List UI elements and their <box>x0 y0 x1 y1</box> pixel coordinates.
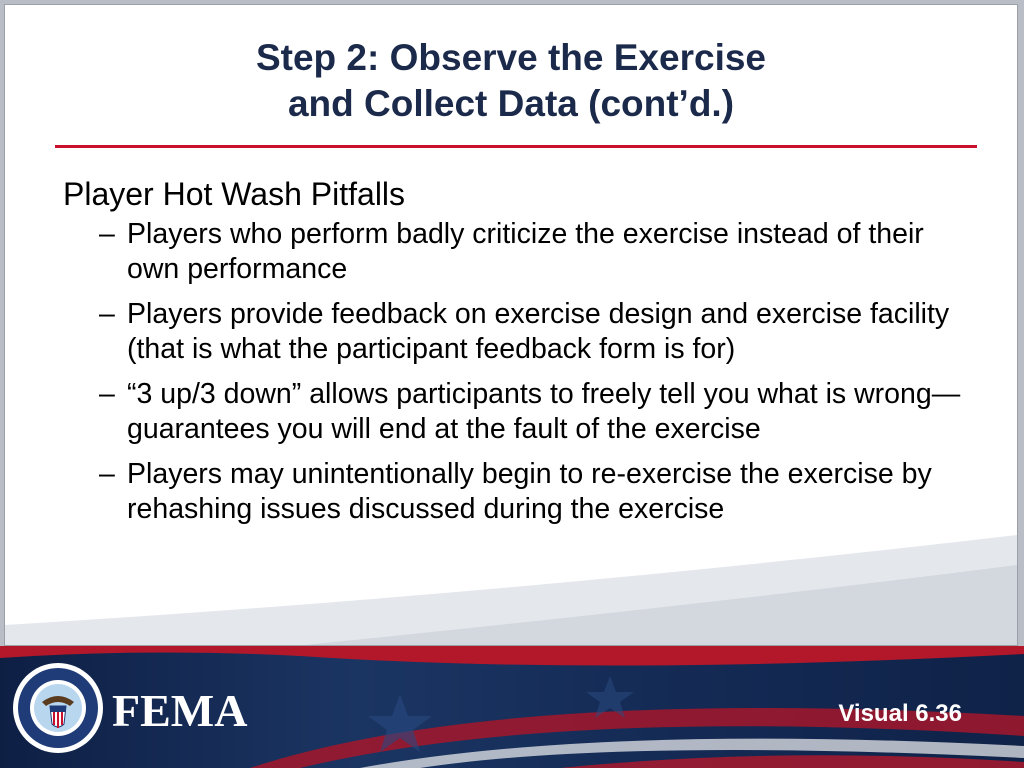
slide-title <box>5 35 1017 127</box>
bullet-text: Players who perform badly criticize the exercise instead of their own performance <box>127 218 924 285</box>
fema-logo-text: FEMA <box>112 685 248 736</box>
bullet-text: “3 up/3 down” allows participants to freely tell you what is wrong—guarantees you will end at the fault of the exercise <box>127 378 961 445</box>
title-line-1: Step 2: Observe the Exercise <box>255 37 767 78</box>
section-heading: Player Hot Wash Pitfalls <box>63 176 406 212</box>
bullet-list <box>63 217 983 527</box>
title-divider <box>55 145 977 148</box>
bullet-dash: – <box>99 378 115 410</box>
bullet-dash: – <box>99 218 115 250</box>
bullet-item <box>63 217 983 287</box>
bullet-text: Players provide feedback on exercise design and exercise facility (that is what the participant feedback form is for) <box>127 298 950 365</box>
footer-banner <box>0 646 1024 768</box>
background-swoosh <box>5 525 1017 645</box>
bullet-item <box>63 457 983 527</box>
dhs-seal-icon <box>12 662 104 754</box>
bullet-text: Players may unintentionally begin to re-exercise the exercise by rehashing issues discussed during the exercise <box>127 458 932 525</box>
fema-logo <box>112 682 262 736</box>
bullet-item <box>63 377 983 447</box>
visual-number: Visual 6.36 <box>838 700 962 727</box>
bullet-item <box>63 297 983 367</box>
slide-canvas <box>4 4 1018 646</box>
title-line-2: and Collect Data (cont’d.) <box>287 83 735 124</box>
slide-body <box>63 175 983 537</box>
bullet-dash: – <box>99 298 115 330</box>
bullet-dash: – <box>99 458 115 490</box>
